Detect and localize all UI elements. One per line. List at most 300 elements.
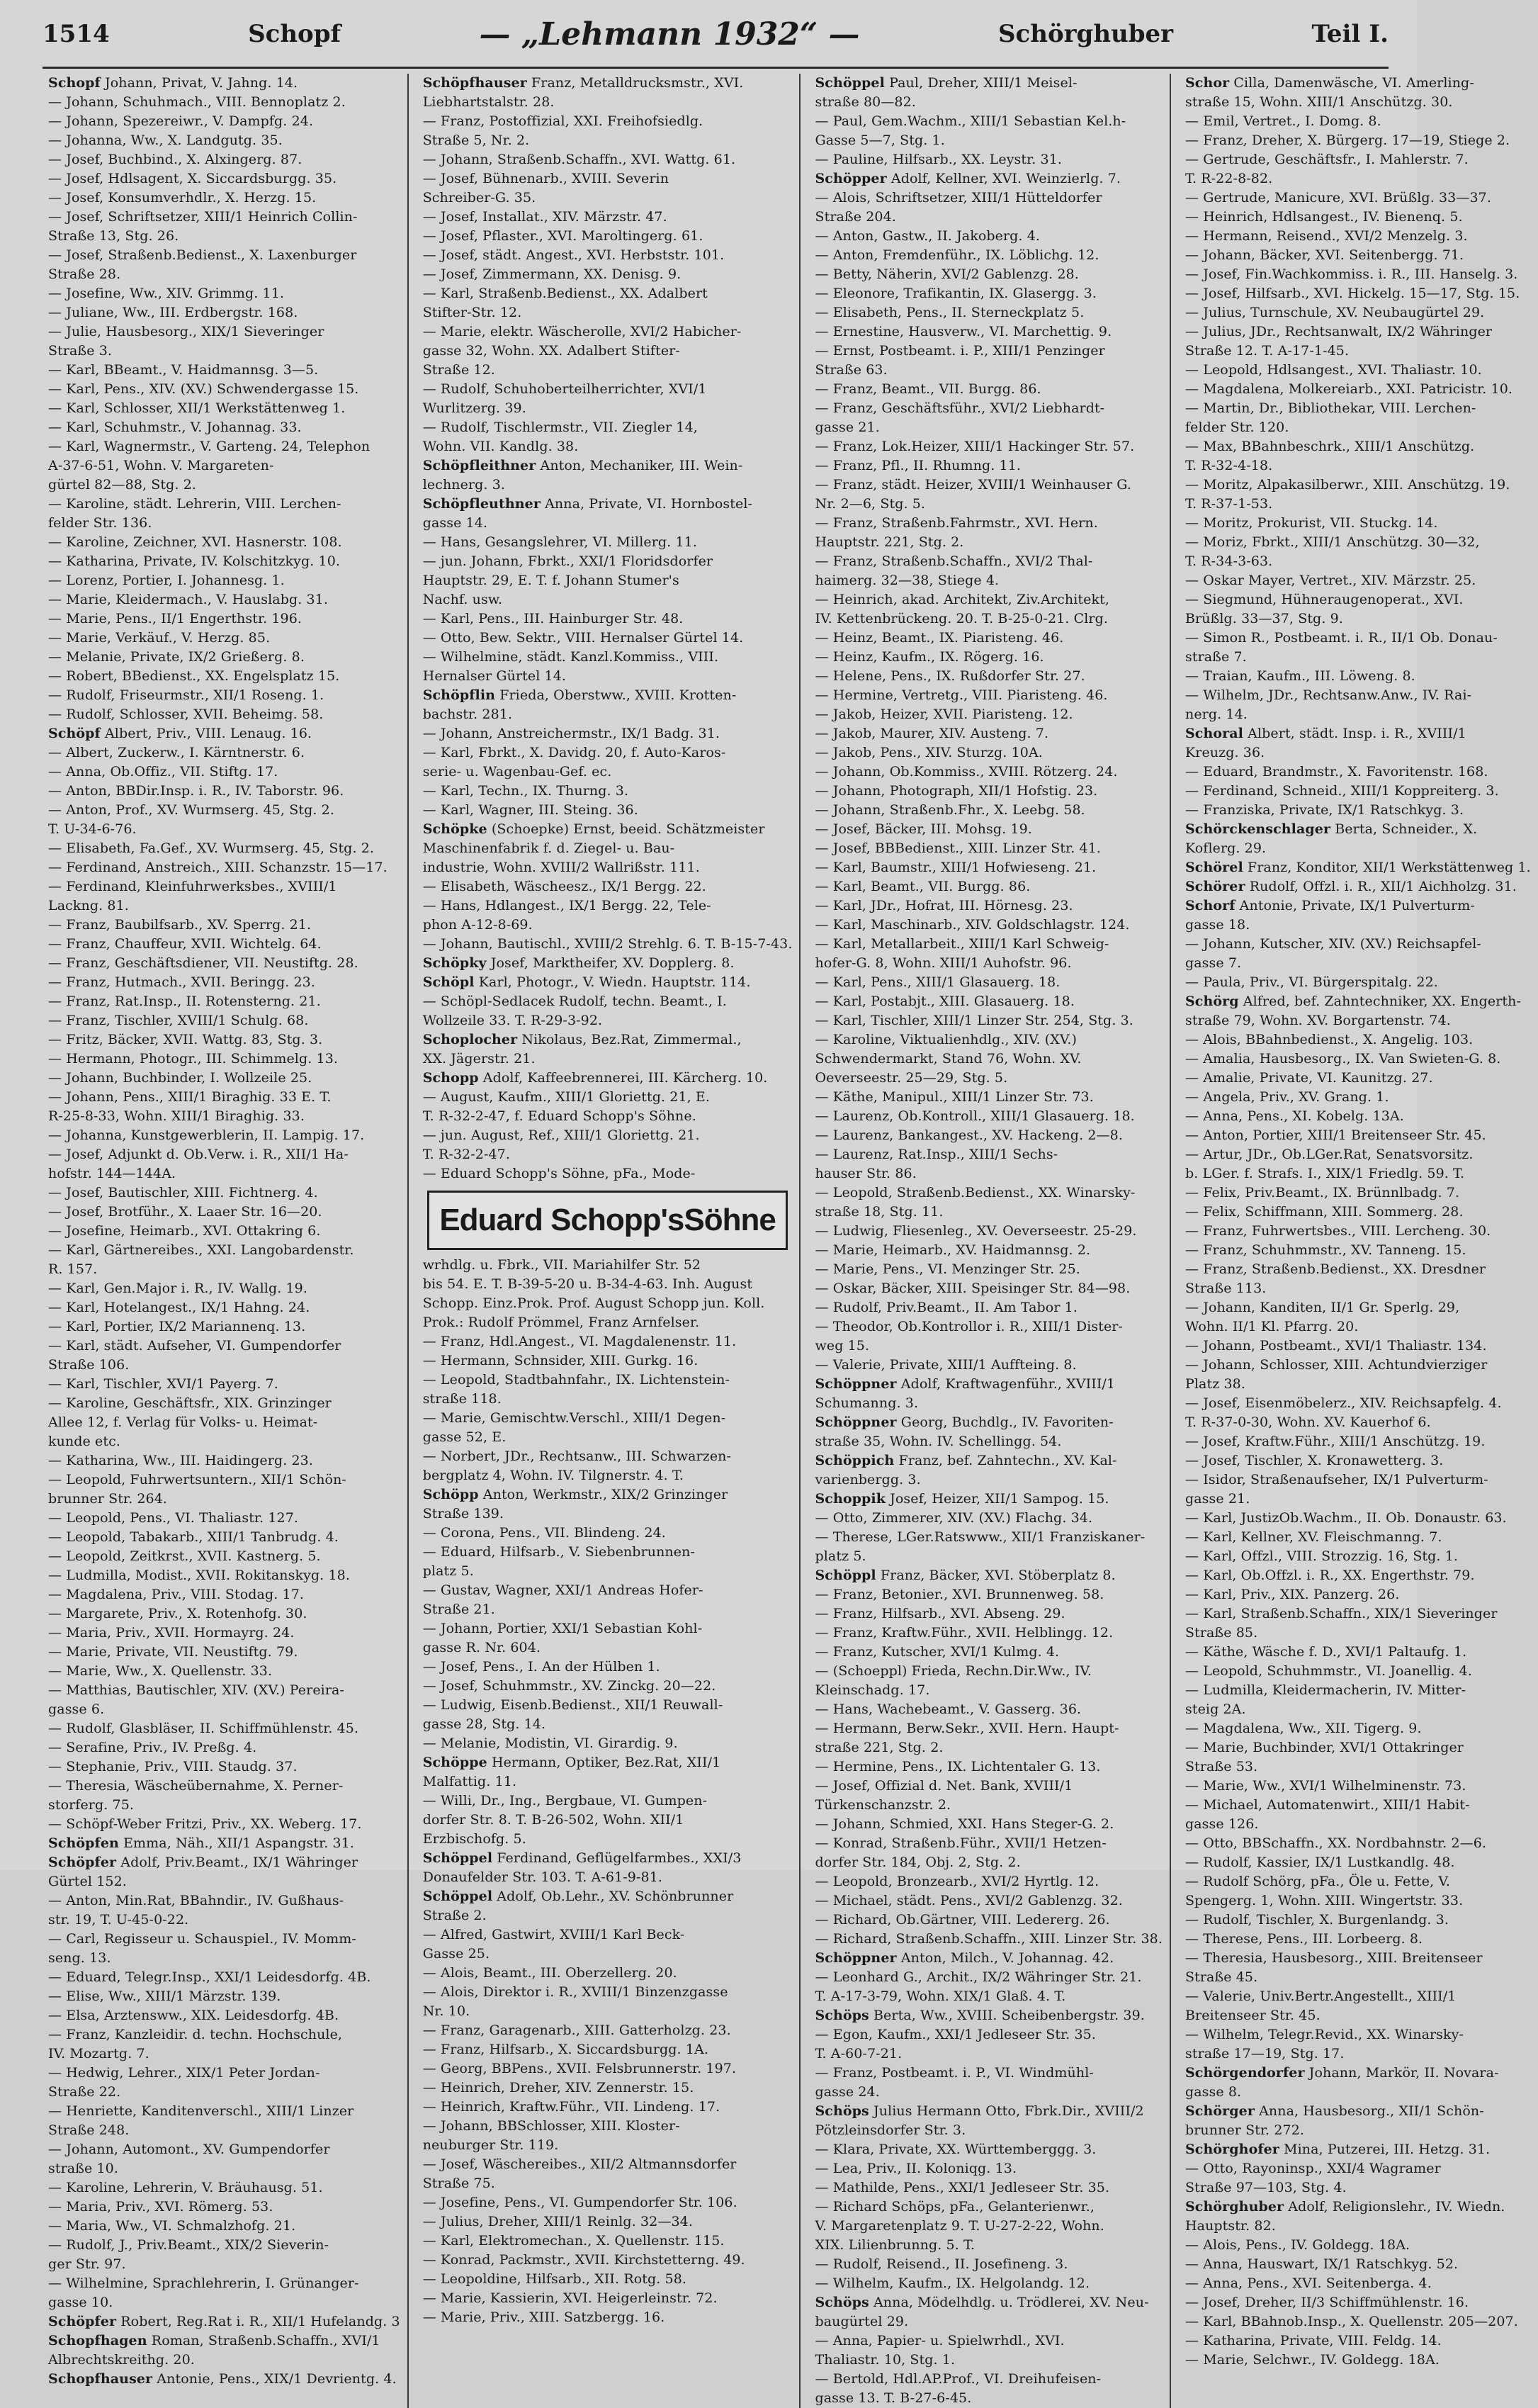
entry-text: — Marie, Gemischtw.Verschl., XIII/1 Degen- xyxy=(422,1410,726,1426)
entry-text: — Otto, Rayoninsp., XXI/4 Wagramer xyxy=(1184,2161,1441,2176)
directory-entry xyxy=(423,1811,793,1830)
entry-text: — Karl, Fbrkt., X. Davidg. 20, f. Auto-Karos- xyxy=(422,745,726,760)
entry-text: — Anton, Portier, XIII/1 Breitenseer Str. 45. xyxy=(1184,1127,1486,1143)
directory-entry xyxy=(815,2064,1163,2083)
entry-text: T. R-32-2-47, f. Eduard Schopp's Söhne. xyxy=(422,1108,696,1124)
entry-text: — Karl, Gen.Major i. R., IV. Wallg. 19. xyxy=(48,1281,308,1296)
entry-surname: Schörg xyxy=(1184,994,1239,1009)
entry-text: — Anton, Gastw., II. Jakoberg. 4. xyxy=(815,228,1041,244)
entry-text: Gasse 25. xyxy=(422,1946,490,1962)
entry-text: — Martin, Dr., Bibliothekar, VIII. Lerchen- xyxy=(1184,400,1476,416)
entry-text: — Karl, Ob.Offzl. i. R., XX. Engerthstr. 79. xyxy=(1184,1568,1475,1583)
directory-entry xyxy=(1185,514,1531,533)
entry-text: — Karl, Pens., XIII/1 Glasauerg. 18. xyxy=(815,974,1061,990)
directory-entry xyxy=(815,858,1163,877)
directory-entry xyxy=(1185,1222,1531,1241)
entry-text: Straße 53. xyxy=(1184,1759,1258,1774)
directory-entry xyxy=(815,1853,1163,1872)
directory-entry xyxy=(815,284,1163,303)
directory-entry xyxy=(423,763,793,782)
entry-text: — Josef, Hilfsarb., XVI. Hickelg. 15—17, Stg. 15. xyxy=(1184,286,1520,301)
directory-entry xyxy=(48,552,400,571)
directory-entry xyxy=(423,533,793,552)
directory-entry xyxy=(815,2198,1163,2217)
entry-text: — Julie, Hausbesorg., XIX/1 Sieveringer xyxy=(48,324,324,339)
entry-text: — Leopold, Hdlsangest., XVI. Thaliastr. 10. xyxy=(1184,362,1482,378)
entry-text: — Katharina, Private, VIII. Feldg. 14. xyxy=(1184,2333,1442,2348)
directory-entry xyxy=(48,1470,400,1490)
directory-entry xyxy=(423,1658,793,1677)
entry-text: — Karl, BBeamt., V. Haidmannsg. 3—5. xyxy=(48,362,319,378)
page-number: 1514 xyxy=(43,20,110,48)
directory-entry xyxy=(815,590,1163,609)
directory-entry xyxy=(423,2232,793,2251)
entry-text: felder Str. 120. xyxy=(1184,420,1289,435)
entry-text: — Karl, Tischler, XIII/1 Linzer Str. 254, Stg. 3. xyxy=(815,1013,1133,1028)
directory-entry xyxy=(815,2351,1163,2370)
directory-entry xyxy=(48,112,400,131)
entry-surname: Schöps xyxy=(815,2103,869,2119)
directory-entry xyxy=(48,1203,400,1222)
entry-text: — Anna, Papier- u. Spielwrhdl., XVI. xyxy=(815,2333,1065,2348)
directory-entry xyxy=(815,2102,1163,2121)
entry-text: Oeverseestr. 25—29, Stg. 5. xyxy=(815,1070,1008,1086)
entry-text: — Heinrich, Hdlsangest., IV. Bienenq. 5. xyxy=(1184,209,1463,225)
directory-entry xyxy=(815,839,1163,858)
entry-surname: Schöps xyxy=(815,2295,869,2310)
entry-text: — Rudolf, Priv.Beamt., II. Am Tabor 1. xyxy=(815,1300,1078,1315)
directory-entry xyxy=(423,896,793,916)
directory-entry xyxy=(815,2389,1163,2408)
entry-surname: Schöpfen xyxy=(48,1835,119,1851)
directory-entry xyxy=(815,1279,1163,1298)
entry-surname: Schopfhagen xyxy=(48,2333,147,2348)
directory-entry xyxy=(1185,1050,1531,1069)
entry-text: — Karl, JustizOb.Wachm., II. Ob. Donaustr. 63. xyxy=(1184,1510,1507,1526)
directory-entry xyxy=(48,609,400,629)
advertisement-main: Eduard Schopp's xyxy=(439,1203,684,1237)
directory-entry xyxy=(815,896,1163,916)
entry-text: — Franz, Rat.Insp., II. Rotensterng. 21. xyxy=(48,994,321,1009)
entry-text: — Marie, Priv., XIII. Satzbergg. 16. xyxy=(422,2309,665,2325)
directory-entry xyxy=(48,896,400,916)
directory-entry xyxy=(423,1734,793,1753)
entry-text: R-25-8-33, Wohn. XIII/1 Biraghig. 33. xyxy=(48,1108,305,1124)
directory-entry xyxy=(48,973,400,992)
directory-entry xyxy=(48,1432,400,1451)
entry-text: T. A-60-7-21. xyxy=(815,2046,903,2061)
entry-text: — Elise, Ww., XIII/1 Märzstr. 139. xyxy=(48,1988,281,2004)
entry-surname: Schöppel xyxy=(815,75,885,91)
running-head-right: Schörghuber xyxy=(997,20,1174,48)
entry-text: Schreiber-G. 35. xyxy=(422,190,536,206)
entry-text: Albert, Priv., VIII. Lenaug. 16. xyxy=(100,726,312,741)
entry-text: — Richard, Straßenb.Schaffn., XIII. Linzer Str. 38. xyxy=(815,1931,1163,1947)
directory-entry xyxy=(815,1069,1163,1088)
directory-entry xyxy=(1185,1337,1531,1356)
directory-entry xyxy=(48,877,400,896)
directory-entry xyxy=(1185,2198,1531,2217)
directory-entry xyxy=(423,1069,793,1088)
entry-text: Georg, Buchdlg., IV. Favoriten- xyxy=(896,1414,1114,1430)
entry-text: — Johanna, Ww., X. Landgutg. 35. xyxy=(48,133,283,148)
entry-surname: Schörckenschlager xyxy=(1184,821,1331,837)
directory-entry xyxy=(815,2025,1163,2044)
entry-text: — Emil, Vertret., I. Domg. 8. xyxy=(1184,113,1381,129)
directory-entry xyxy=(1185,93,1531,112)
directory-entry xyxy=(423,2174,793,2193)
entry-text: — Karl, Straßenb.Bedienst., XX. Adalbert xyxy=(422,286,708,301)
entry-text: — Franz, Lok.Heizer, XIII/1 Hackinger Str. 57. xyxy=(815,439,1135,454)
directory-entry xyxy=(423,1313,793,1332)
directory-entry xyxy=(1185,724,1531,743)
directory-entry xyxy=(815,150,1163,169)
entry-text: Anna, Private, VI. Hornbostel- xyxy=(540,496,753,512)
directory-entry xyxy=(48,916,400,935)
directory-entry xyxy=(423,1145,793,1164)
entry-text: — Simon R., Postbeamt. i. R., II/1 Ob. Donau- xyxy=(1184,630,1498,646)
directory-entry xyxy=(815,1643,1163,1662)
entry-surname: Schöppl xyxy=(815,1568,876,1583)
directory-entry xyxy=(1185,2044,1531,2064)
entry-text: — Laurenz, Bankangest., XV. Hackeng. 2—8. xyxy=(815,1127,1123,1143)
entry-text: — Gustav, Wagner, XXI/1 Andreas Hofer- xyxy=(422,1582,703,1598)
directory-entry xyxy=(815,571,1163,590)
entry-text: — Rudolf Schörg, pFa., Öle u. Fette, V. xyxy=(1184,1874,1451,1889)
entry-text: Straße 12. xyxy=(422,362,495,378)
directory-entry xyxy=(48,1528,400,1547)
entry-text: Gasse 5—7, Stg. 1. xyxy=(815,133,945,148)
directory-entry xyxy=(48,2293,400,2312)
directory-entry xyxy=(815,1126,1163,1145)
entry-text: — Stephanie, Priv., VIII. Staudg. 37. xyxy=(48,1759,298,1774)
directory-entry xyxy=(815,1011,1163,1030)
entry-text: — Theresia, Wäscheübernahme, X. Perner- xyxy=(48,1778,344,1794)
entry-text: — Eleonore, Trafikantin, IX. Glasergg. 3. xyxy=(815,286,1097,301)
directory-entry xyxy=(48,418,400,437)
directory-entry xyxy=(815,2236,1163,2255)
entry-text: — Laurenz, Ob.Kontroll., XIII/1 Glasauerg. 18. xyxy=(815,1108,1135,1124)
entry-text: — Leopoldine, Hilfsarb., XII. Rotg. 58. xyxy=(422,2271,687,2287)
directory-entry xyxy=(48,74,400,93)
directory-entry xyxy=(423,322,793,342)
directory-entry xyxy=(1185,1432,1531,1451)
entry-text: — Josef, Bäcker, III. Mohsg. 19. xyxy=(815,821,1032,837)
entry-surname: Schöpfhauser xyxy=(422,75,527,91)
entry-text: baugürtel 29. xyxy=(815,2314,909,2329)
directory-entry xyxy=(1185,1375,1531,1394)
directory-entry xyxy=(815,2312,1163,2331)
directory-entry xyxy=(48,150,400,169)
entry-text: — Leonhard G., Archit., IX/2 Währinger Str. 21. xyxy=(815,1969,1142,1985)
entry-text: gasse 28, Stg. 14. xyxy=(422,1716,546,1732)
directory-entry xyxy=(1185,342,1531,361)
entry-text: Straße 204. xyxy=(815,209,896,225)
entry-text: — Johann, Schuhmach., VIII. Bennoplatz 2. xyxy=(48,94,346,110)
entry-text: dorfer Str. 184, Obj. 2, Stg. 2. xyxy=(815,1855,1021,1870)
entry-text: Straße 12. T. A-17-1-45. xyxy=(1184,343,1350,359)
entry-text: Albert, städt. Insp. i. R., XVIII/1 xyxy=(1243,726,1466,741)
directory-entry xyxy=(815,1987,1163,2006)
directory-entry xyxy=(48,2217,400,2236)
entry-text: — Ludmilla, Kleidermacherin, IV. Mitter- xyxy=(1184,1682,1466,1698)
directory-entry xyxy=(48,1566,400,1585)
entry-text: — Leopold, Straßenb.Bedienst., XX. Winarsky- xyxy=(815,1185,1136,1200)
entry-text: gasse R. Nr. 604. xyxy=(422,1640,541,1655)
directory-entry xyxy=(815,2006,1163,2025)
directory-entry xyxy=(815,1891,1163,1911)
directory-entry xyxy=(815,667,1163,686)
entry-text: — Franz, Hilfsarb., XVI. Abseng. 29. xyxy=(815,1606,1065,1621)
directory-entry xyxy=(48,820,400,839)
directory-entry xyxy=(423,590,793,609)
entry-text: — Lea, Priv., II. Koloniqg. 13. xyxy=(815,2161,1017,2176)
directory-entry xyxy=(48,2083,400,2102)
directory-entry xyxy=(48,743,400,763)
directory-entry xyxy=(815,2331,1163,2351)
directory-entry xyxy=(815,437,1163,456)
directory-entry xyxy=(48,399,400,418)
entry-text: — Franz, Geschäftsdiener, VII. Neustiftg. 28. xyxy=(48,955,358,971)
entry-text: — Karl, Elektromechan., X. Quellenstr. 115. xyxy=(422,2233,725,2249)
entry-text: — Willi, Dr., Ing., Bergbaue, VI. Gumpen- xyxy=(422,1793,708,1808)
directory-entry xyxy=(48,1126,400,1145)
directory-entry xyxy=(48,571,400,590)
entry-text: — Hedwig, Lehrer., XIX/1 Peter Jordan- xyxy=(48,2065,320,2081)
directory-entry xyxy=(815,2274,1163,2293)
directory-entry xyxy=(48,1681,400,1700)
entry-text: serie- u. Wagenbau-Gef. ec. xyxy=(422,764,612,780)
entry-surname: Schörger xyxy=(1184,2103,1255,2119)
entry-text: Hauptstr. 82. xyxy=(1184,2218,1276,2234)
entry-text: — Josef, Konsumverhdlr., X. Herzg. 15. xyxy=(48,190,317,206)
directory-entry xyxy=(815,1815,1163,1834)
directory-entry xyxy=(1185,2274,1531,2293)
directory-entry xyxy=(1185,1949,1531,1968)
directory-entry xyxy=(48,1624,400,1643)
directory-entry xyxy=(423,954,793,973)
directory-entry xyxy=(423,1050,793,1069)
directory-entry xyxy=(48,476,400,495)
entry-text: Adolf, Ob.Lehr., XV. Schönbrunner xyxy=(492,1889,734,1904)
entry-text: — Josef, Kraftw.Führ., XIII/1 Anschützg. 19. xyxy=(1184,1434,1486,1449)
entry-text: — Moriz, Fbrkt., XIII/1 Anschützg. 30—32, xyxy=(1184,534,1480,550)
entry-text: — Eduard, Telegr.Insp., XXI/1 Leidesdorfg. 4B. xyxy=(48,1969,371,1985)
directory-entry xyxy=(423,1504,793,1524)
entry-text: phon A-12-8-69. xyxy=(422,917,533,933)
entry-text: — Josef, Adjunkt d. Ob.Verw. i. R., XII/1 Ha- xyxy=(48,1147,349,1162)
entry-text: — Josef, Brotführ., X. Laaer Str. 16—20. xyxy=(48,1204,322,1220)
entry-text: — Alois, Pens., IV. Goldegg. 18A. xyxy=(1184,2237,1410,2253)
directory-entry xyxy=(48,1585,400,1604)
directory-entry xyxy=(1185,763,1531,782)
directory-entry xyxy=(815,1604,1163,1624)
entry-surname: Schöppner xyxy=(815,1414,897,1430)
directory-entry xyxy=(48,1987,400,2006)
entry-text: — Josef, Bautischler, XIII. Fichtnerg. 4. xyxy=(48,1185,318,1200)
entry-text: Breitenseer Str. 45. xyxy=(1184,2008,1321,2023)
directory-entry xyxy=(423,246,793,265)
directory-entry xyxy=(48,1375,400,1394)
directory-entry xyxy=(815,303,1163,322)
directory-entry xyxy=(423,1600,793,1619)
directory-entry xyxy=(815,1949,1163,1968)
directory-entry xyxy=(423,2117,793,2136)
directory-entry xyxy=(48,2025,400,2044)
entry-surname: Schöpfer xyxy=(48,2314,117,2329)
entry-text: T. R-37-0-30, Wohn. XV. Kauerhof 6. xyxy=(1184,1414,1431,1430)
directory-entry xyxy=(1185,495,1531,514)
header-rule xyxy=(43,67,1389,69)
directory-entry xyxy=(815,992,1163,1011)
directory-entry xyxy=(1185,2217,1531,2236)
entry-text: gasse 6. xyxy=(48,1701,105,1717)
directory-entry xyxy=(48,1777,400,1796)
entry-text: — Elisabeth, Fa.Gef., XV. Wurmserg. 45, Stg. 2. xyxy=(48,840,375,856)
entry-surname: Schörel xyxy=(1184,860,1243,875)
entry-text: — Melanie, Modistin, VI. Girardig. 9. xyxy=(422,1735,678,1751)
entry-text: Straße 28. xyxy=(48,266,121,282)
directory-entry xyxy=(815,724,1163,743)
entry-text: — Klara, Private, XX. Württemberggg. 3. xyxy=(815,2142,1097,2157)
entry-text: — Traian, Kaufm., III. Löweng. 8. xyxy=(1184,668,1415,684)
directory-entry xyxy=(48,1815,400,1834)
entry-text: — Bertold, Hdl.AP.Prof., VI. Dreihufeisen- xyxy=(815,2371,1102,2387)
entry-text: — Josef, Buchbind., X. Alxingerg. 87. xyxy=(48,152,302,167)
entry-text: — Konrad, Packmstr., XVII. Kirchstetterng. 49. xyxy=(422,2252,745,2268)
directory-entry xyxy=(815,609,1163,629)
entry-text: — Anna, Hauswart, IX/1 Ratschkyg. 52. xyxy=(1184,2256,1459,2272)
entry-text: gasse 18. xyxy=(1184,917,1250,933)
entry-text: seng. 13. xyxy=(48,1950,111,1966)
entry-text: — Josef, Pflaster., XVI. Maroltingerg. 61. xyxy=(422,228,703,244)
directory-entry xyxy=(423,1983,793,2002)
entry-text: — Elisabeth, Wäscheesz., IX/1 Bergg. 22. xyxy=(422,879,706,894)
entry-surname: Schöpf xyxy=(48,726,101,741)
directory-entry xyxy=(48,1183,400,1203)
directory-entry xyxy=(1185,1911,1531,1930)
entry-text: — Karl, BBahnob.Insp., X. Quellenstr. 205—207. xyxy=(1184,2314,1518,2329)
entry-surname: Schöpky xyxy=(422,955,487,971)
entry-text: Lackng. 81. xyxy=(48,898,129,913)
entry-text: gasse 7. xyxy=(1184,955,1242,971)
entry-text: — Wilhelm, Kaufm., IX. Helgolandg. 12. xyxy=(815,2275,1090,2291)
entry-text: — (Schoeppl) Frieda, Rechn.Dir.Ww., IV. xyxy=(815,1663,1092,1679)
entry-text: — Franz, Beamt., VII. Burgg. 86. xyxy=(815,381,1041,397)
directory-entry xyxy=(48,705,400,724)
entry-text: — Michael, Automatenwirt., XIII/1 Habit- xyxy=(1184,1797,1470,1813)
entry-surname: Schopp xyxy=(422,1070,479,1086)
directory-entry xyxy=(815,705,1163,724)
entry-text: straße 17—19, Stg. 17. xyxy=(1184,2046,1345,2061)
entry-text: — Franz, Kutscher, XVI/1 Kulmg. 4. xyxy=(815,1644,1060,1660)
directory-entry xyxy=(48,2064,400,2083)
entry-text: Straße 45. xyxy=(1184,1969,1258,1985)
entry-text: Straße 13, Stg. 26. xyxy=(48,228,179,244)
directory-entry xyxy=(815,361,1163,380)
directory-entry xyxy=(815,112,1163,131)
entry-text: — Isidor, Straßenaufseher, IX/1 Pulverturm- xyxy=(1184,1472,1488,1487)
directory-entry xyxy=(1185,533,1531,552)
entry-text: — Franz, Hilfsarb., X. Siccardsburgg. 1A. xyxy=(422,2042,708,2057)
entry-surname: Schöppich xyxy=(815,1453,895,1468)
directory-entry xyxy=(48,2044,400,2064)
directory-entry xyxy=(48,2331,400,2351)
directory-entry xyxy=(815,1432,1163,1451)
directory-entry xyxy=(1185,2312,1531,2331)
entry-text: — Franz, Baubilfsarb., XV. Sperrg. 21. xyxy=(48,917,312,933)
entry-text: Franz, Metalldrucksmstr., XVI. xyxy=(526,75,744,91)
entry-text: felder Str. 136. xyxy=(48,515,152,531)
entry-text: haimerg. 32—38, Stiege 4. xyxy=(815,573,1000,588)
directory-entry xyxy=(1185,839,1531,858)
entry-text: — jun. Johann, Fbrkt., XXI/1 Floridsdorfer xyxy=(422,553,713,569)
entry-text: Franz, Konditor, XII/1 Werkstättenweg 1. xyxy=(1243,860,1531,875)
entry-text: Straße 113. xyxy=(1184,1281,1267,1296)
directory-entry xyxy=(815,973,1163,992)
entry-text: Straße 85. xyxy=(1184,1625,1258,1641)
directory-entry xyxy=(423,1390,793,1409)
directory-entry xyxy=(423,1906,793,1925)
directory-entry xyxy=(423,801,793,820)
directory-entry xyxy=(423,399,793,418)
directory-entry xyxy=(815,552,1163,571)
entry-text: Rudolf, Offzl. i. R., XII/1 Aichholzg. 31. xyxy=(1245,879,1517,894)
entry-text: — Josef, Schriftsetzer, XIII/1 Heinrich Collin- xyxy=(48,209,358,225)
entry-surname: Schöpfleuthner xyxy=(422,496,541,512)
entry-text: (Schoepke) Ernst, beeid. Schätzmeister xyxy=(487,821,765,837)
directory-entry xyxy=(48,2140,400,2159)
entry-text: Straße 21. xyxy=(422,1602,495,1617)
directory-entry xyxy=(423,2098,793,2117)
directory-entry xyxy=(423,1619,793,1638)
directory-entry xyxy=(423,1925,793,1945)
entry-text: — Franz, Geschäftsführ., XVI/2 Liebhardt- xyxy=(815,400,1105,416)
entry-text: — Marie, Ww., X. Quellenstr. 33. xyxy=(48,1663,273,1679)
entry-text: — Serafine, Priv., IV. Preßg. 4. xyxy=(48,1740,257,1755)
entry-text: — Josefine, Pens., VI. Gumpendorfer Str. 106. xyxy=(422,2195,737,2210)
entry-surname: Schopf xyxy=(48,75,101,91)
directory-entry xyxy=(423,2078,793,2098)
entry-text: Malfattig. 11. xyxy=(422,1774,517,1789)
directory-entry xyxy=(48,1547,400,1566)
entry-text: T. A-17-3-79, Wohn. XIX/1 Glaß. 4. T. xyxy=(815,1988,1066,2004)
directory-entry xyxy=(815,877,1163,896)
directory-entry xyxy=(1185,1604,1531,1624)
entry-text: — Franziska, Private, IX/1 Ratschkyg. 3. xyxy=(1184,802,1464,818)
directory-entry xyxy=(423,1524,793,1543)
entry-text: — Johann, BBSchlosser, XIII. Kloster- xyxy=(422,2118,680,2134)
directory-entry xyxy=(1185,361,1531,380)
directory-entry xyxy=(815,1834,1163,1853)
entry-text: — Magdalena, Priv., VIII. Stodag. 17. xyxy=(48,1587,305,1602)
entry-text: — Johanna, Kunstgewerblerin, II. Lampig. 17. xyxy=(48,1127,365,1143)
directory-entry xyxy=(815,1719,1163,1738)
directory-entry xyxy=(423,1332,793,1351)
directory-entry xyxy=(1185,437,1531,456)
entry-text: Koflerg. 29. xyxy=(1184,840,1267,856)
directory-entry xyxy=(1185,629,1531,648)
directory-entry xyxy=(1185,2140,1531,2159)
directory-entry xyxy=(1185,1757,1531,1777)
entry-text: — Therese, LGer.Ratswww., XII/1 Franziskaner- xyxy=(815,1529,1146,1545)
directory-entry xyxy=(815,2293,1163,2312)
entry-text: — Karl, Pens., XIV. (XV.) Schwendergasse 15. xyxy=(48,381,359,397)
directory-entry xyxy=(48,1050,400,1069)
entry-text: — Franz, Straßenb.Bedienst., XX. Dresdner xyxy=(1184,1261,1486,1277)
entry-text: — Leopold, Tabakarb., XIII/1 Tanbrudg. 4. xyxy=(48,1529,339,1545)
entry-text: Schumanng. 3. xyxy=(815,1395,919,1411)
